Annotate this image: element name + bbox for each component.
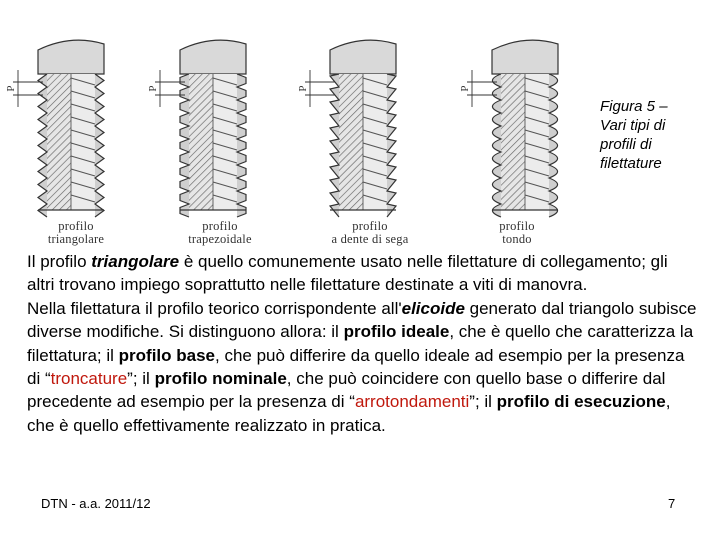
screw-section xyxy=(189,74,213,210)
thread-profiles-illustration xyxy=(0,0,600,250)
pitch-label: P xyxy=(5,85,17,92)
thread-profile-right xyxy=(549,74,558,217)
text-run: Nella filettatura il profilo teorico corrispondente all' xyxy=(27,298,402,318)
caption-line: filettature xyxy=(600,155,662,172)
pitch-label: P xyxy=(459,85,471,92)
profile-label-line1: profilo xyxy=(202,219,238,233)
paragraph-1 xyxy=(27,250,699,297)
emphasis-triangolare: triangolare xyxy=(91,252,180,271)
text-run: , che può differire da quello ideale ad esempio per la presenza di “ xyxy=(27,345,685,389)
screw-section xyxy=(501,74,525,210)
profile-label-line2: tondo xyxy=(502,232,532,246)
screw-shank xyxy=(492,40,558,74)
text-run: , che può coincidere con quello base o differire dal precedente ad esempio per la presenza di “ xyxy=(27,369,666,412)
profile-label-line1: profilo xyxy=(352,219,388,233)
screw-section xyxy=(339,74,363,210)
text-run: Il profilo xyxy=(27,252,92,271)
term-profilo-base: profilo base xyxy=(118,345,216,365)
pitch-label: P xyxy=(147,85,159,92)
profile-label-line1: profilo xyxy=(499,219,535,233)
profile-label-line2: triangolare xyxy=(47,232,105,246)
screw-shank xyxy=(38,40,104,74)
caption-line: profili di xyxy=(600,136,652,153)
highlight-troncature: troncature xyxy=(50,369,128,389)
screw-shank xyxy=(180,40,246,74)
text-run: ”; il xyxy=(127,369,155,389)
profile-label-round xyxy=(482,220,552,246)
thread-profile-right xyxy=(387,74,396,217)
text-run: , che è quello che caratterizza la filettatura; il xyxy=(27,322,694,365)
screw-section xyxy=(47,74,71,210)
profile-label-trapezoidal xyxy=(172,220,268,246)
term-profilo-ideale: profilo ideale xyxy=(343,322,450,342)
profile-label-buttress xyxy=(318,220,422,246)
body-text xyxy=(27,250,699,437)
text-run: , che è quello effettivamente realizzato in pratica. xyxy=(27,392,671,435)
thread-profile-right xyxy=(95,74,104,217)
highlight-arrotondamenti: arrotondamenti xyxy=(354,392,470,412)
profile-label-line2: a dente di sega xyxy=(331,232,409,246)
thread-profiles-figure xyxy=(0,0,600,250)
paragraph-2 xyxy=(27,297,699,437)
caption-line: Vari tipi di xyxy=(600,117,666,134)
thread-profile-right xyxy=(237,74,246,217)
profile-label-line1: profilo xyxy=(58,219,94,233)
profile-label-line2: trapezoidale xyxy=(188,232,252,246)
term-profilo-esecuzione: profilo di esecuzione xyxy=(496,392,666,412)
figure-caption xyxy=(600,97,712,173)
page-number: 7 xyxy=(668,496,676,511)
text-run: ”; il xyxy=(469,392,497,412)
pitch-label: P xyxy=(297,85,309,92)
caption-line: Figura 5 – xyxy=(600,98,668,115)
screw-shank xyxy=(330,40,396,74)
footer-course: DTN - a.a. 2011/12 xyxy=(41,496,151,511)
profile-label-triangular xyxy=(30,220,122,246)
text-run: generato dal triangolo subisce diverse modifiche. Si distinguono allora: il xyxy=(27,298,697,342)
term-profilo-nominale: profilo nominale xyxy=(154,369,287,389)
text-run: è quello comunemente usato nelle filettature di collegamento; gli altri trovano impiego soprattutto nelle filettature destinate a viti di manovra. xyxy=(27,252,668,295)
emphasis-elicoide: elicoide xyxy=(401,298,465,318)
